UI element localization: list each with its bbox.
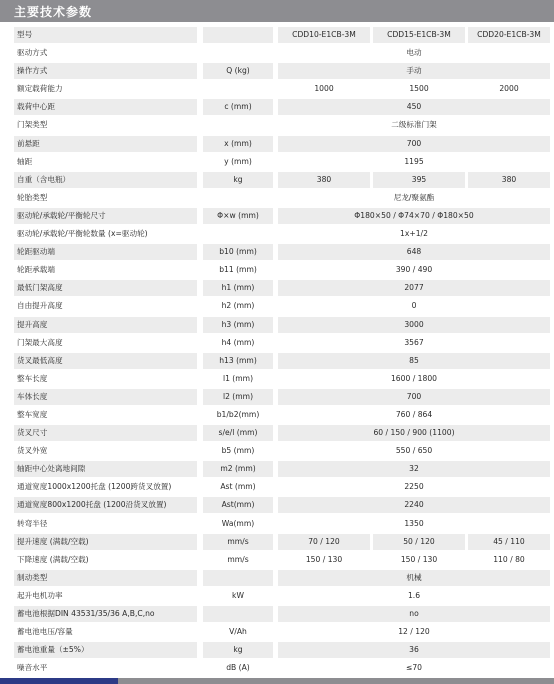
param-unit: [203, 27, 273, 43]
param-unit: Ast (mm): [220, 482, 256, 492]
value-all-models: 700: [278, 136, 550, 152]
value-all-models: no: [278, 606, 550, 622]
param-unit: b10 (mm): [203, 244, 273, 260]
value-all-models: 二级标准门架: [391, 120, 437, 130]
param-unit: [203, 226, 273, 242]
param-label: 额定载荷能力: [17, 84, 63, 94]
param-label: 自重（含电瓶）: [14, 172, 197, 188]
value-all-models: 尼龙/聚氨酯: [393, 192, 435, 202]
value-all-models: 2240: [278, 497, 550, 513]
param-label: 噪音水平: [17, 663, 48, 673]
value-all-models: Φ180×50 / Φ74×70 / Φ180×50: [278, 208, 550, 224]
value-all-models: 60 / 150 / 900 (1100): [278, 425, 550, 441]
value-cdd10: 70 / 120: [278, 534, 370, 550]
param-label: 轮距承载端: [17, 265, 55, 275]
value-all-models: 390 / 490: [395, 265, 433, 275]
value-all-models: 32: [278, 461, 550, 477]
table-row: [0, 606, 554, 622]
param-label: 提升速度 (满载/空载): [14, 534, 197, 550]
param-unit: Wa(mm): [221, 518, 255, 528]
value-all-models: 450: [278, 99, 550, 115]
param-label: 蓄电池电压/容量: [17, 627, 73, 637]
table-row: [0, 389, 554, 405]
param-unit: b1/b2(mm): [216, 409, 260, 419]
param-label: 通道宽度1000x1200托盘 (1200跨货叉放置): [17, 482, 172, 492]
param-unit: l1 (mm): [222, 373, 254, 383]
param-label: 整车宽度: [17, 409, 48, 419]
param-label: 货叉外宽: [17, 446, 48, 456]
param-label: 通道宽度800x1200托盘 (1200沿货叉放置): [14, 497, 197, 513]
param-label: 制动类型: [14, 570, 197, 586]
value-all-models: 1350: [404, 518, 424, 528]
value-all-models: 760 / 864: [395, 409, 433, 419]
table-row: [0, 172, 554, 188]
param-label: 蓄电池重量（±5%）: [14, 642, 197, 658]
param-label: 货叉最低高度: [14, 353, 197, 369]
value-all-models: 1x+1/2: [400, 229, 428, 239]
footer-bar: [0, 678, 554, 684]
table-row: [0, 534, 554, 550]
param-label: 驱动轮/承载轮/平衡轮数量 (x=驱动轮): [17, 229, 148, 239]
param-label: 车体长度: [14, 389, 197, 405]
param-unit: [203, 606, 273, 622]
param-label: 轮距驱动端: [14, 244, 197, 260]
param-label: 轮胎类型: [17, 192, 48, 202]
table-row: [0, 660, 554, 676]
param-unit: b5 (mm): [221, 446, 255, 456]
table-row: [0, 154, 554, 170]
param-label: 门架类型: [17, 120, 48, 130]
param-unit: V/Ah: [229, 627, 247, 637]
table-row: [0, 461, 554, 477]
param-label: 驱动轮/承载轮/平衡轮尺寸: [14, 208, 197, 224]
table-row: [0, 136, 554, 152]
value-all-models: 1.6: [407, 590, 421, 600]
table-row: [0, 570, 554, 586]
table-row: [0, 624, 554, 640]
param-unit: y (mm): [224, 156, 252, 166]
table-row: [0, 642, 554, 658]
table-row: [0, 371, 554, 387]
param-unit: kg: [203, 172, 273, 188]
value-all-models: 0: [411, 301, 417, 311]
param-label: 型号: [14, 27, 197, 43]
param-label: 驱动方式: [17, 48, 48, 58]
param-unit: [203, 81, 273, 97]
footer-accent: [0, 678, 118, 684]
param-unit: kg: [203, 642, 273, 658]
value-all-models: 2250: [404, 482, 424, 492]
value-cdd10: 380: [278, 172, 370, 188]
spec-table: [0, 27, 554, 678]
table-row: [0, 81, 554, 97]
value-cdd15: 150 / 130: [400, 554, 438, 564]
value-all-models: 36: [278, 642, 550, 658]
table-row: [0, 280, 554, 296]
param-unit: x (mm): [203, 136, 273, 152]
value-all-models: 12 / 120: [398, 627, 430, 637]
param-label: 轴距: [17, 156, 33, 166]
value-all-models: 550 / 650: [395, 446, 433, 456]
value-all-models: 1195: [404, 156, 424, 166]
param-unit: [203, 570, 273, 586]
table-row: [0, 244, 554, 260]
param-label: 下降速度 (满载/空载): [17, 554, 89, 564]
value-all-models: 手动: [278, 63, 550, 79]
value-all-models: 648: [278, 244, 550, 260]
table-row: [0, 63, 554, 79]
value-cdd10: 1000: [314, 84, 334, 94]
param-label: 整车长度: [17, 373, 48, 383]
table-row: [0, 353, 554, 369]
param-label: 转弯半径: [17, 518, 48, 528]
param-unit: Φ×w (mm): [203, 208, 273, 224]
table-row: [0, 226, 554, 242]
section-header: [0, 0, 554, 22]
param-unit: dB (A): [226, 663, 250, 673]
table-row: [0, 425, 554, 441]
value-cdd15: 50 / 120: [373, 534, 465, 550]
value-all-models: 机械: [278, 570, 550, 586]
table-row: [0, 27, 554, 43]
param-unit: s/e/l (mm): [203, 425, 273, 441]
param-unit: h3 (mm): [203, 317, 273, 333]
param-label: 门架最大高度: [17, 337, 63, 347]
value-all-models: 700: [278, 389, 550, 405]
value-cdd20: 110 / 80: [493, 554, 525, 564]
table-row: [0, 99, 554, 115]
param-unit: h1 (mm): [203, 280, 273, 296]
value-cdd20: 380: [468, 172, 550, 188]
param-unit: mm/s: [203, 534, 273, 550]
table-row: [0, 552, 554, 568]
param-unit: m2 (mm): [203, 461, 273, 477]
param-label: 自由提升高度: [17, 301, 63, 311]
param-unit: c (mm): [203, 99, 273, 115]
param-unit: [203, 45, 273, 61]
value-cdd20: 2000: [499, 84, 519, 94]
value-cdd10: CDD10-E1CB-3M: [278, 27, 370, 43]
param-label: 前悬距: [14, 136, 197, 152]
param-unit: l2 (mm): [203, 389, 273, 405]
param-label: 载荷中心距: [14, 99, 197, 115]
param-unit: [203, 190, 273, 206]
table-row: [0, 262, 554, 278]
param-label: 货叉尺寸: [14, 425, 197, 441]
value-all-models: 1600 / 1800: [390, 373, 438, 383]
value-cdd15: 1500: [409, 84, 429, 94]
section-title: 主要技术参数: [14, 5, 93, 19]
table-row: [0, 588, 554, 604]
param-unit: h4 (mm): [221, 337, 255, 347]
param-unit: Q (kg): [203, 63, 273, 79]
value-cdd10: 150 / 130: [305, 554, 343, 564]
value-cdd20: 45 / 110: [468, 534, 550, 550]
param-label: 轴距中心处离地间隙: [14, 461, 197, 477]
value-all-models: 3567: [404, 337, 424, 347]
value-cdd15: CDD15-E1CB-3M: [373, 27, 465, 43]
table-row: [0, 208, 554, 224]
value-all-models: 3000: [278, 317, 550, 333]
table-row: [0, 497, 554, 513]
value-all-models: 2077: [278, 280, 550, 296]
param-unit: h13 (mm): [203, 353, 273, 369]
table-row: [0, 407, 554, 423]
table-row: [0, 45, 554, 61]
table-row: [0, 516, 554, 532]
param-label: 蓄电池根据DIN 43531/35/36 A,B,C,no: [14, 606, 197, 622]
param-unit: mm/s: [227, 554, 249, 564]
param-label: 提升高度: [14, 317, 197, 333]
table-row: [0, 335, 554, 351]
param-label: 操作方式: [14, 63, 197, 79]
param-label: 起升电机功率: [17, 590, 63, 600]
table-row: [0, 443, 554, 459]
param-unit: b11 (mm): [219, 265, 257, 275]
value-all-models: ≤70: [405, 663, 423, 673]
table-row: [0, 117, 554, 133]
value-all-models: 电动: [406, 48, 422, 58]
table-row: [0, 317, 554, 333]
value-cdd20: CDD20-E1CB-3M: [468, 27, 550, 43]
value-cdd15: 395: [373, 172, 465, 188]
table-row: [0, 479, 554, 495]
table-row: [0, 190, 554, 206]
param-label: 最低门架高度: [14, 280, 197, 296]
param-unit: h2 (mm): [221, 301, 255, 311]
param-unit: Ast(mm): [203, 497, 273, 513]
param-unit: kW: [232, 590, 244, 600]
param-unit: [203, 117, 273, 133]
value-all-models: 85: [278, 353, 550, 369]
table-row: [0, 298, 554, 314]
